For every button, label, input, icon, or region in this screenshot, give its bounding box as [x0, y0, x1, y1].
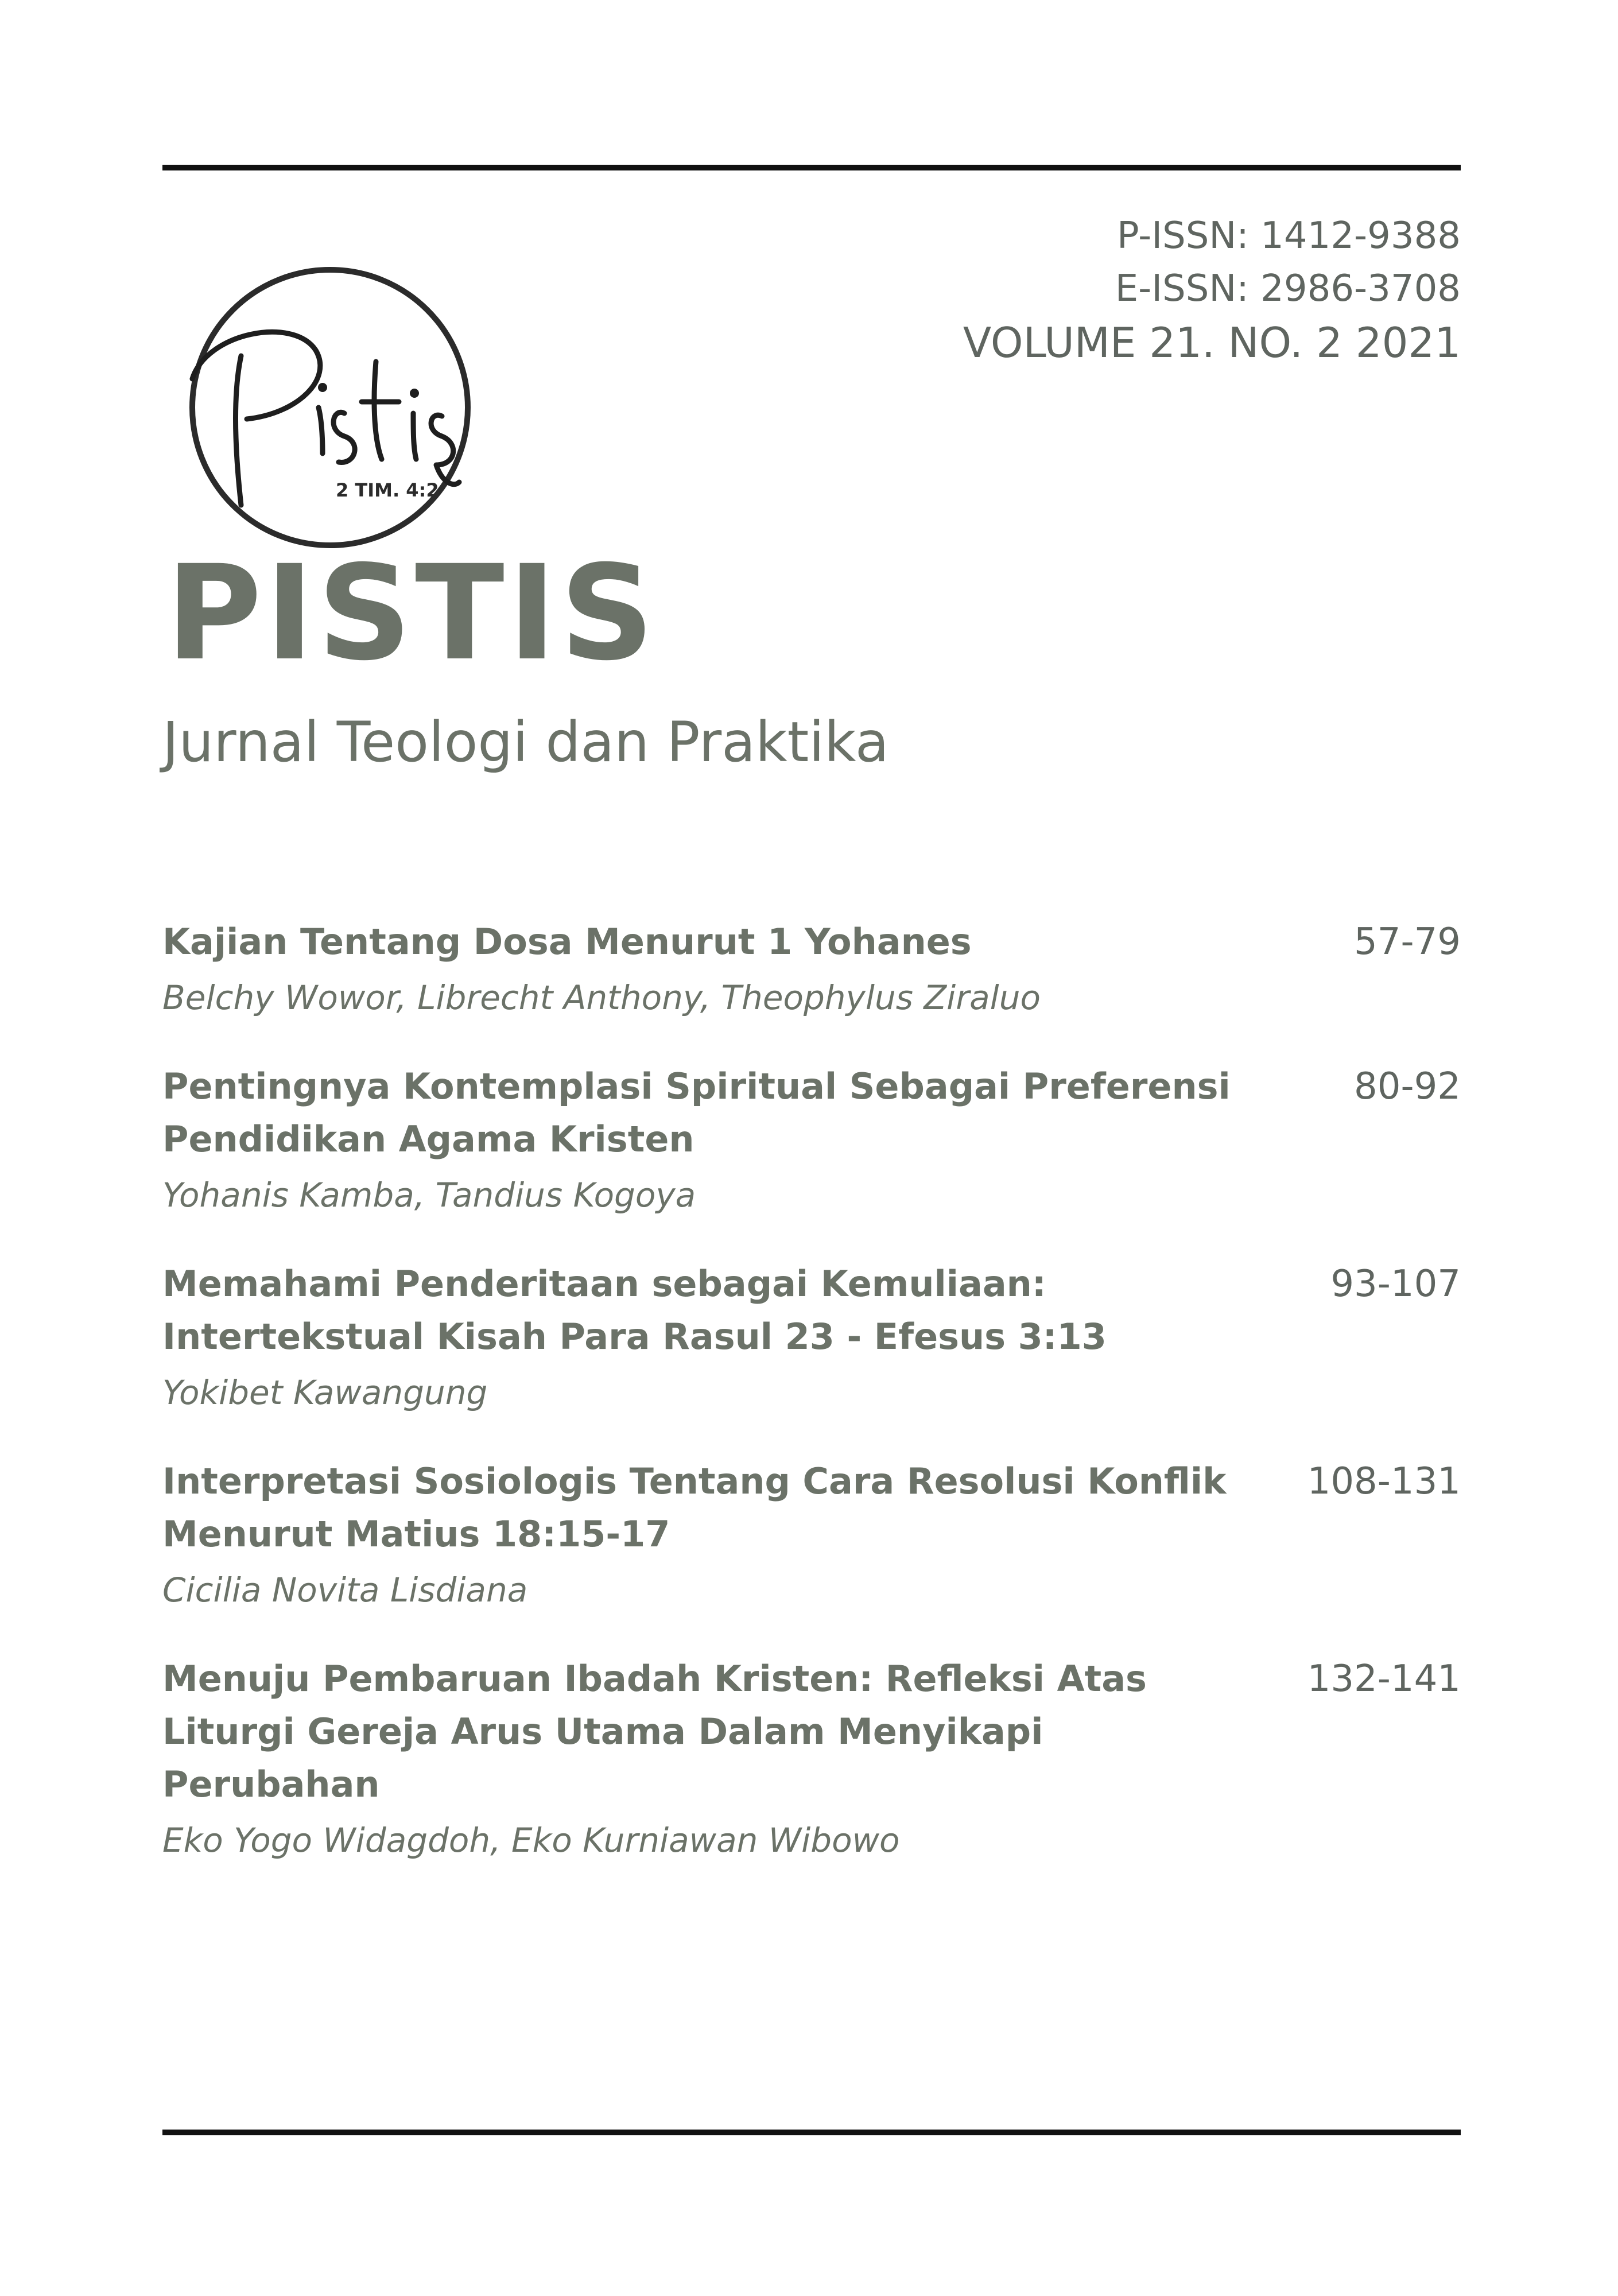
article-authors: Belchy Wowor, Librecht Anthony, Theophylus Ziraluo	[162, 978, 1041, 1017]
toc-entry	[162, 1455, 1461, 1616]
article-pages: 57-79	[1354, 921, 1461, 963]
toc-entry	[162, 1060, 1461, 1221]
article-pages: 80-92	[1354, 1065, 1461, 1108]
e-issn: E-ISSN: 2986-3708	[1115, 267, 1461, 310]
journal-name: PISTIS	[166, 537, 658, 689]
article-authors: Yokibet Kawangung	[162, 1373, 488, 1412]
article-pages: 108-131	[1307, 1460, 1461, 1503]
article-title: Menuju Pembaruan Ibadah Kristen: Refleksi Atas Liturgi Gereja Arus Utama Dalam Menyikapi Perubahan	[162, 1658, 1147, 1805]
toc-entry	[162, 1653, 1461, 1866]
article-pages: 93-107	[1330, 1263, 1461, 1305]
pistis-logo-icon	[172, 264, 494, 563]
issn-block	[963, 210, 1461, 370]
p-issn: P-ISSN: 1412-9388	[1116, 215, 1461, 257]
article-title: Memahami Penderitaan sebagai Kemuliaan: Intertekstual Kisah Para Rasul 23 - Efesus 3:13	[162, 1263, 1107, 1358]
top-rule	[162, 165, 1461, 170]
article-title: Interpretasi Sosiologis Tentang Cara Resolusi Konflik Menurut Matius 18:15-17	[162, 1460, 1227, 1555]
article-title: Kajian Tentang Dosa Menurut 1 Yohanes	[162, 921, 972, 963]
toc-entry	[162, 916, 1461, 1023]
article-authors: Eko Yogo Widagdoh, Eko Kurniawan Wibowo	[162, 1821, 900, 1860]
logo-dot	[318, 383, 327, 392]
toc-entry	[162, 1258, 1461, 1418]
table-of-contents	[162, 916, 1461, 1866]
article-authors: Yohanis Kamba, Tandius Kogoya	[162, 1176, 696, 1215]
volume-info: VOLUME 21. NO. 2 2021	[963, 319, 1461, 367]
article-title: Pentingnya Kontemplasi Spiritual Sebagai Preferensi Pendidikan Agama Kristen	[162, 1065, 1231, 1160]
article-authors: Cicilia Novita Lisdiana	[162, 1570, 528, 1609]
logo-emblem	[172, 264, 494, 563]
bottom-rule	[162, 2130, 1461, 2135]
journal-subtitle: Jurnal Teologi dan Praktika	[162, 710, 889, 774]
article-pages: 132-141	[1307, 1658, 1461, 1700]
logo-dot	[410, 389, 419, 398]
logo-verse: 2 TIM. 4:2	[336, 479, 439, 501]
